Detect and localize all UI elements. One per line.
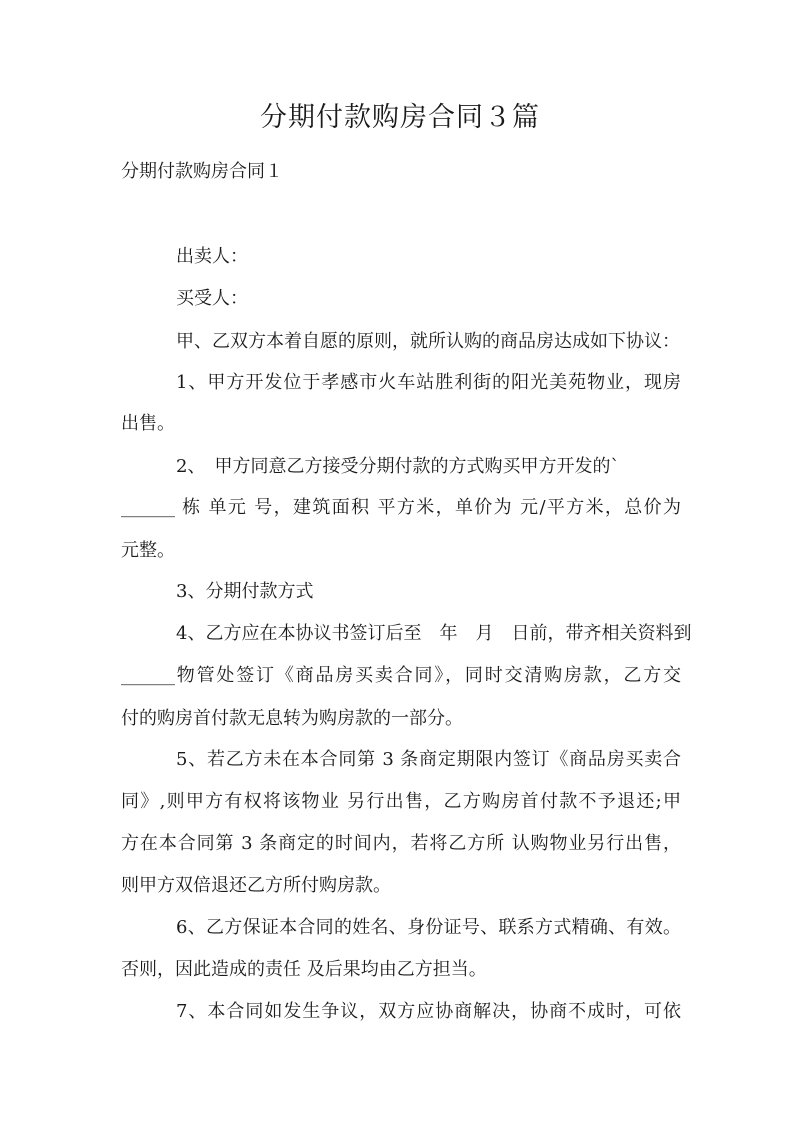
clause-3: 3、分期付款方式: [176, 581, 314, 602]
clause-5-line-2: 同》,则甲方有权将该物业 另行出售，乙方购房首付款不予退还;甲: [121, 791, 681, 812]
seller-line: 出卖人：: [176, 246, 248, 267]
clause-1-line-1: 1、甲方开发位于孝感市火车站胜利街的阳光美苑物业，现房: [176, 372, 681, 393]
contract-subtitle: 分期付款购房合同１: [121, 161, 283, 182]
clause-2-line-3: 元整。: [121, 540, 175, 561]
clause-4-line-2: ______物管处签订《商品房买卖合同》，同时交清购房款，乙方交: [121, 665, 681, 686]
clause-1-line-2: 出售。: [121, 413, 175, 434]
clause-5-line-1: 5、若乙方未在本合同第 3 条商定期限内签订《商品房买卖合: [176, 749, 681, 770]
clause-7-line-1: 7、本合同如发生争议，双方应协商解决，协商不成时，可依: [176, 1001, 681, 1022]
clause-4-line-1: 4、乙方应在本协议书签订后至 年 月 日前，带齐相关资料到: [176, 623, 692, 644]
intro-paragraph: 甲、乙双方本着自愿的原则，就所认购的商品房达成如下协议：: [176, 331, 680, 352]
clause-6-line-2: 否则，因此造成的责任 及后果均由乙方担当。: [121, 959, 487, 980]
clause-5-line-3: 方在本合同第 3 条商定的时间内，若将乙方所 认购物业另行出售，: [121, 833, 681, 854]
clause-6-line-1: 6、乙方保证本合同的姓名、身份证号、联系方式精确、有效。: [176, 917, 681, 938]
clause-2-line-2: ______ 栋 单元 号，建筑面积 平方米，单价为 元/平方米，总价为: [121, 497, 681, 518]
clause-2-line-1: 2、 甲方同意乙方接受分期付款的方式购买甲方开发的`: [176, 456, 620, 477]
document-title: 分期付款购房合同３篇: [260, 102, 540, 133]
clause-5-line-4: 则甲方双倍退还乙方所付购房款。: [121, 875, 391, 896]
buyer-line: 买受人：: [176, 288, 248, 309]
clause-4-line-3: 付的购房首付款无息转为购房款的一部分。: [121, 708, 463, 729]
